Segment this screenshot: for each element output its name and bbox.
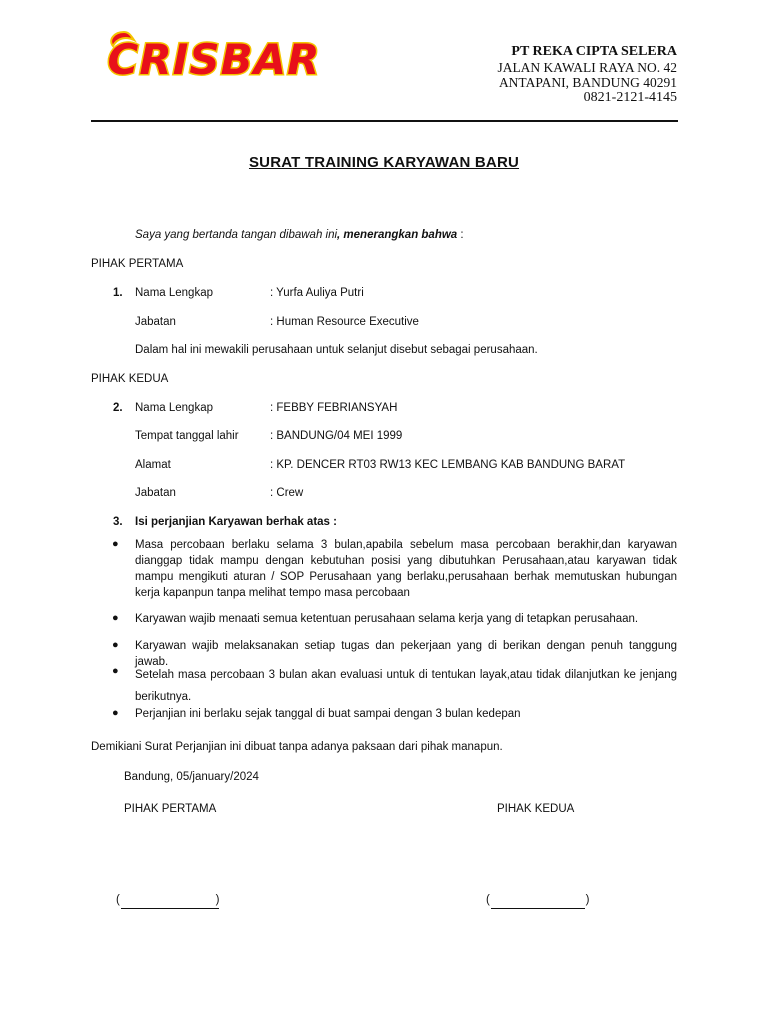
svg-text:CRISBAR: CRISBAR <box>107 35 321 82</box>
bullet-icon: ● <box>112 707 119 719</box>
bullet-icon: ● <box>112 665 119 677</box>
pertama-name-value: : Yurfa Auliya Putri <box>270 287 364 299</box>
bullet-icon: ● <box>112 639 119 651</box>
document-title: SURAT TRAINING KARYAWAN BARU <box>248 154 520 171</box>
crisbar-logo <box>104 26 326 82</box>
perjanjian-item-5: Perjanjian ini berlaku sejak tanggal di buat sampai dengan 3 bulan kedepan <box>135 708 521 720</box>
signature-line-kedua-text: ( ) <box>486 894 590 906</box>
signature-label-kedua: PIHAK KEDUA <box>497 803 575 815</box>
bullet-icon: ● <box>112 612 119 624</box>
closing-statement: Demikiani Surat Perjanjian ini dibuat tanpa adanya paksaan dari pihak manapun. <box>91 741 503 753</box>
pertama-note: Dalam hal ini mewakili perusahaan untuk selanjut disebut sebagai perusahaan. <box>135 344 538 356</box>
pihak-pertama-heading: PIHAK PERTAMA <box>91 258 184 270</box>
pertama-position-label: Jabatan <box>135 316 176 328</box>
company-address-line1: JALAN KAWALI RAYA NO. 42 <box>497 60 677 75</box>
company-phone: 0821-2121-4145 <box>583 90 677 105</box>
section-number-1: 1. <box>113 287 123 299</box>
pertama-name-label: Nama Lengkap <box>135 287 213 299</box>
pertama-position-value: : Human Resource Executive <box>270 316 419 328</box>
section-number-2: 2. <box>113 402 123 414</box>
kedua-birth-label: Tempat tanggal lahir <box>135 430 239 442</box>
signature-line-kedua <box>486 894 590 906</box>
section-number-3: 3. <box>113 516 123 528</box>
perjanjian-heading: Isi perjanjian Karyawan berhak atas : <box>135 516 337 528</box>
kedua-address-value: : KP. DENCER RT03 RW13 KEC LEMBANG KAB BANDUNG BARAT <box>270 459 626 471</box>
company-address-line2: ANTAPANI, BANDUNG 40291 <box>498 75 677 90</box>
perjanjian-item-1: Masa percobaan berlaku selama 3 bulan,apabila sebelum masa percobaan berakhir,dan karyawan dianggap tidak mampu dengan kebutuhan posisi yang dibutuhkan Perusahaan,atau karyawan tidak mampu mengikuti aturan / SOP Perusahaan yang berlaku,perusahaan berhak memutuskan hubungan kerja kapanpun tanpa melihat tempo masa percobaan <box>135 539 677 599</box>
intro-text: Saya yang bertanda tangan dibawah ini <box>135 229 338 241</box>
kedua-address-label: Alamat <box>135 459 171 471</box>
signature-underline <box>491 908 585 909</box>
place-date: Bandung, 05/january/2024 <box>124 771 259 783</box>
signature-line-pertama-text: ( ) <box>116 894 220 906</box>
intro-statement <box>135 228 464 243</box>
bullet-icon: ● <box>112 538 119 550</box>
perjanjian-item-2: Karyawan wajib menaati semua ketentuan perusahaan selama kerja yang di tetapkan perusahaan. <box>135 613 639 625</box>
perjanjian-item-4: Setelah masa percobaan 3 bulan akan evaluasi untuk di tentukan layak,atau tidak dilanjutkan ke jenjang berikutnya. <box>135 669 677 703</box>
kedua-birth-value: : BANDUNG/04 MEI 1999 <box>270 430 403 442</box>
signature-line-pertama <box>116 894 220 906</box>
intro-colon: : <box>457 229 464 241</box>
letterhead-divider <box>91 120 678 122</box>
company-name: PT REKA CIPTA SELERA <box>511 44 677 59</box>
intro-emphasis: , menerangkan bahwa <box>337 229 458 241</box>
kedua-name-value: : FEBBY FEBRIANSYAH <box>270 402 398 414</box>
perjanjian-item-3: Karyawan wajib melaksanakan setiap tugas dan pekerjaan yang di berikan dengan penuh tanggung jawab. <box>135 640 677 668</box>
signature-underline <box>121 908 219 909</box>
kedua-position-value: : Crew <box>270 487 304 499</box>
kedua-position-label: Jabatan <box>135 487 176 499</box>
pihak-kedua-heading: PIHAK KEDUA <box>91 373 169 385</box>
kedua-name-label: Nama Lengkap <box>135 402 213 414</box>
signature-label-pertama: PIHAK PERTAMA <box>124 803 217 815</box>
